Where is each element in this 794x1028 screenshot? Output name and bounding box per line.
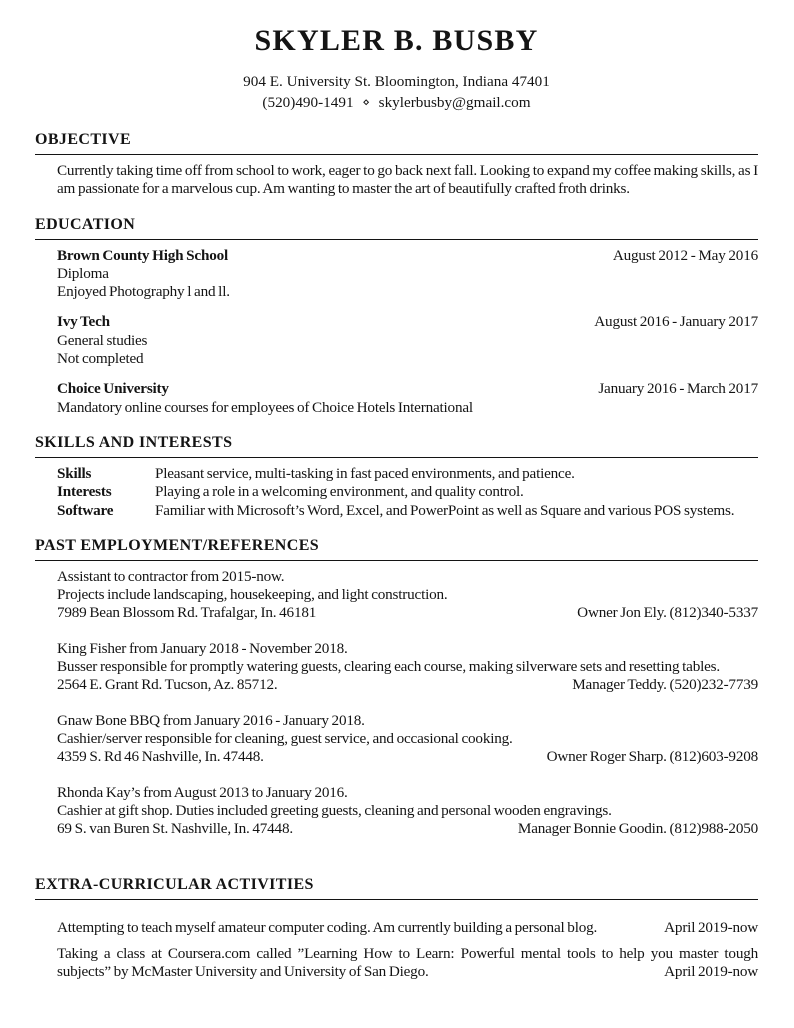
education-detail: Enjoyed Photography l and ll. — [57, 283, 230, 301]
job-reference: Owner Roger Sharp. (812)603-9208 — [546, 748, 758, 766]
school-name: Brown County High School — [57, 246, 229, 264]
activity-date: April 2019-now — [664, 963, 758, 981]
job-description-line: Cashier/server responsible for cleaning, guest service, and occasional cooking. — [57, 729, 513, 747]
job-reference: Manager Bonnie Goodin. (812)988-2050 — [517, 820, 758, 838]
skill-label: Software — [57, 501, 114, 519]
extra-curricular-section-title: EXTRA-CURRICULAR ACTIVITIES — [35, 876, 758, 900]
activity-text: Taking a class at Coursera.com called ”Learning How to Learn: Powerful mental tools to help you master tough subjects” by McMaster University and University of San Diego. — [57, 944, 758, 981]
skill-row — [57, 465, 758, 483]
phone-number: (520)490-1491 — [262, 94, 354, 111]
education-entry — [57, 313, 758, 368]
job-title-line: Rhonda Kay’s from August 2013 to January 2016. — [57, 783, 348, 801]
job-address: 4359 S. Rd 46 Nashville, In. 47448. — [57, 748, 264, 766]
employment-entry — [57, 640, 758, 695]
job-reference: Owner Jon Ely. (812)340-5337 — [577, 604, 758, 622]
education-section-title: EDUCATION — [35, 216, 758, 240]
activity-text: Attempting to teach myself amateur computer coding. Am currently building a personal blog. — [57, 919, 598, 937]
school-name: Ivy Tech — [57, 313, 110, 331]
job-address: 7989 Bean Blossom Rd. Trafalgar, In. 46181 — [57, 604, 317, 622]
objective-section-title: OBJECTIVE — [35, 131, 758, 155]
employment-entry — [57, 784, 758, 839]
education-detail: Mandatory online courses for employees of Choice Hotels International — [57, 398, 473, 416]
activity-item — [57, 919, 758, 937]
section-employment — [35, 537, 758, 839]
activity-item — [57, 945, 758, 982]
person-name: SKYLER B. BUSBY — [254, 24, 539, 57]
section-extra-curricular — [35, 876, 758, 981]
skill-row — [57, 483, 758, 501]
school-dates: August 2016 - January 2017 — [594, 313, 758, 331]
skill-row — [57, 502, 758, 520]
employment-entry — [57, 568, 758, 623]
job-reference: Manager Teddy. (520)232-7739 — [572, 676, 758, 694]
job-title-line: Assistant to contractor from 2015-now. — [57, 567, 285, 585]
employment-section-title: PAST EMPLOYMENT/REFERENCES — [35, 537, 758, 561]
address-line: 904 E. University St. Bloomington, Indiana 47401 — [243, 73, 550, 90]
job-title-line: Gnaw Bone BBQ from January 2016 - January 2018. — [57, 711, 365, 729]
resume-header — [35, 24, 758, 114]
education-detail: Not completed — [57, 350, 144, 368]
job-address: 2564 E. Grant Rd. Tucson, Az. 85712. — [57, 676, 278, 694]
skills-section-title: SKILLS AND INTERESTS — [35, 434, 758, 458]
skill-label: Skills — [57, 464, 92, 482]
education-entry — [57, 380, 758, 417]
activity-date: April 2019-now — [664, 919, 758, 937]
school-dates: August 2012 - May 2016 — [612, 246, 758, 264]
job-title-line: King Fisher from January 2018 - November 2018. — [57, 639, 348, 657]
diamond-separator-icon: ⋄ — [362, 95, 370, 109]
skill-label: Interests — [57, 483, 112, 501]
education-detail: Diploma — [57, 264, 109, 282]
job-description-line: Busser responsible for promptly watering guests, clearing each course, making silverware sets and resetting tables. — [57, 658, 720, 676]
job-description-line: Projects include landscaping, housekeeping, and light construction. — [57, 586, 448, 604]
section-education — [35, 216, 758, 417]
school-name: Choice University — [57, 380, 169, 398]
objective-text: Currently taking time off from school to work, eager to go back next fall. Looking to expand my coffee making skills, as I am passionate for a marvelous cup. Am wanting to master the art of beautifully crafted froth drinks. — [57, 162, 758, 198]
job-address: 69 S. van Buren St. Nashville, In. 47448. — [57, 820, 293, 838]
email-address: skylerbusby@gmail.com — [378, 94, 531, 111]
skill-description: Pleasant service, multi-tasking in fast paced environments, and patience. — [155, 464, 575, 482]
education-detail: General studies — [57, 331, 148, 349]
skill-description: Familiar with Microsoft’s Word, Excel, and PowerPoint as well as Square and various POS systems. — [155, 501, 735, 519]
section-skills-interests — [35, 434, 758, 520]
education-entry — [57, 247, 758, 302]
school-dates: January 2016 - March 2017 — [598, 380, 758, 398]
contact-line — [35, 92, 758, 114]
employment-entry — [57, 712, 758, 767]
job-description-line: Cashier at gift shop. Duties included greeting guests, cleaning and personal wooden engravings. — [57, 801, 612, 819]
section-objective — [35, 131, 758, 199]
skill-description: Playing a role in a welcoming environment, and quality control. — [155, 483, 524, 501]
